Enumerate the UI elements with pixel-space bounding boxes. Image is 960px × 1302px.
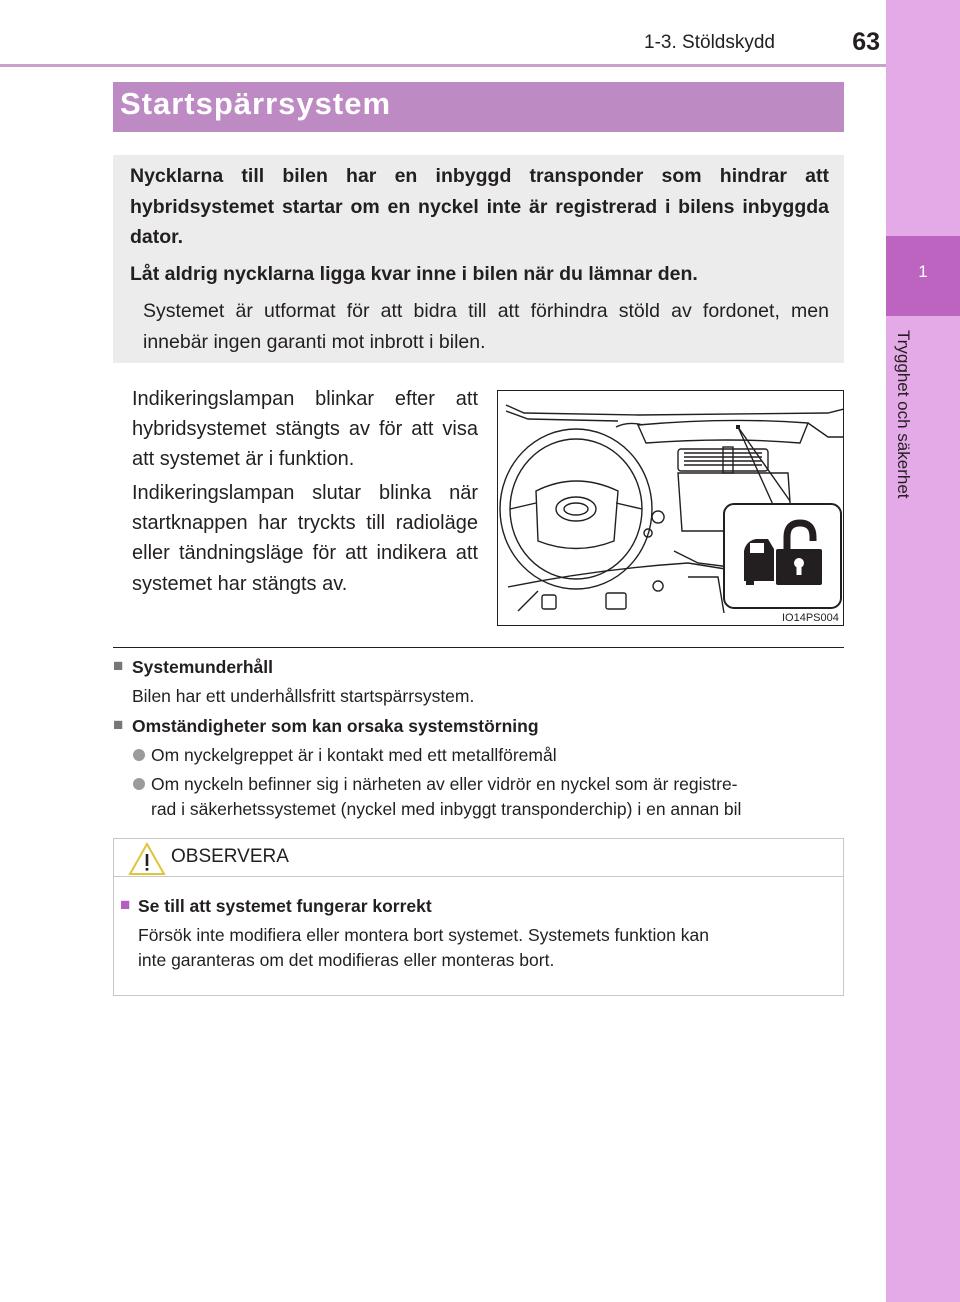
note-2-bullet-1: Om nyckelgreppet är i kontakt med ett metallföremål bbox=[151, 745, 557, 765]
chapter-title-vertical bbox=[893, 330, 923, 630]
section-divider bbox=[113, 647, 844, 648]
chapter-side-tab bbox=[886, 0, 960, 1302]
page-number: 63 bbox=[852, 28, 880, 56]
body-paragraph-2: Indikeringslampan slutar blinka när startknappen har tryckts till radioläge eller tändningsläge för att indikera att systemet har stängts av. bbox=[132, 482, 478, 595]
chapter-title: Trygghet och säkerhet bbox=[894, 330, 913, 499]
car-padlock-indicator-icon bbox=[724, 504, 841, 608]
caution-bullet bbox=[120, 895, 130, 915]
running-header-section: 1-3. Stöldskydd bbox=[644, 32, 775, 53]
body-paragraph-1: Indikeringslampan blinkar efter att hybridsystemet stängts av för att visa att systemet är i funktion. bbox=[132, 388, 478, 471]
note-1-text: Bilen har ett underhållsfritt startspärrsystem. bbox=[132, 686, 475, 706]
caution-subheading: Se till att systemet fungerar korrekt bbox=[138, 896, 432, 916]
round-bullet-icon bbox=[133, 749, 145, 761]
note-2-bullet-2-line-1: Om nyckeln befinner sig i närheten av eller vidrör en nyckel som är registre- bbox=[151, 774, 738, 794]
intro-paragraph-3: Systemet är utformat för att bidra till att förhindra stöld av fordonet, men innebär ingen garanti mot inbrott i bilen. bbox=[143, 300, 829, 353]
caution-rule bbox=[114, 876, 843, 877]
intro-paragraph-1: Nycklarna till bilen har en inbyggd transponder som hindrar att hybridsystemet startar om en nyckel inte är registrerad i bilens inbyggda dator. bbox=[130, 165, 829, 248]
caution-text-line-1: Försök inte modifiera eller montera bort systemet. Systemets funktion kan bbox=[138, 925, 709, 945]
note-1 bbox=[113, 656, 123, 676]
indicator-light bbox=[736, 425, 740, 429]
section-title: Startspärrsystem bbox=[120, 86, 392, 121]
header-rule bbox=[0, 64, 886, 67]
chapter-number: 1 bbox=[918, 262, 928, 281]
caution-heading: OBSERVERA bbox=[171, 846, 289, 867]
note-1-heading: Systemunderhåll bbox=[132, 657, 274, 677]
note-2 bbox=[113, 715, 123, 735]
square-bullet-icon: ■ bbox=[120, 895, 131, 914]
warning-triangle-icon bbox=[128, 842, 166, 876]
square-bullet-icon: ■ bbox=[113, 715, 124, 734]
note-2-heading: Omständigheter som kan orsaka systemstörning bbox=[132, 716, 539, 736]
dashboard-illustration bbox=[497, 390, 844, 626]
caution-text-line-2: inte garanteras om det modifieras eller monteras bort. bbox=[138, 950, 555, 970]
note-2-bullet-2-line-2: rad i säkerhetssystemet (nyckel med inbyggt transponderchip) i en annan bil bbox=[151, 799, 742, 819]
square-bullet-icon: ■ bbox=[113, 656, 124, 675]
dashboard-drawing bbox=[498, 391, 844, 626]
intro-paragraph-2: Låt aldrig nycklarna ligga kvar inne i bilen när du lämnar den. bbox=[130, 263, 698, 285]
figure-label: IO14PS004 bbox=[782, 612, 839, 624]
round-bullet-icon bbox=[133, 778, 145, 790]
